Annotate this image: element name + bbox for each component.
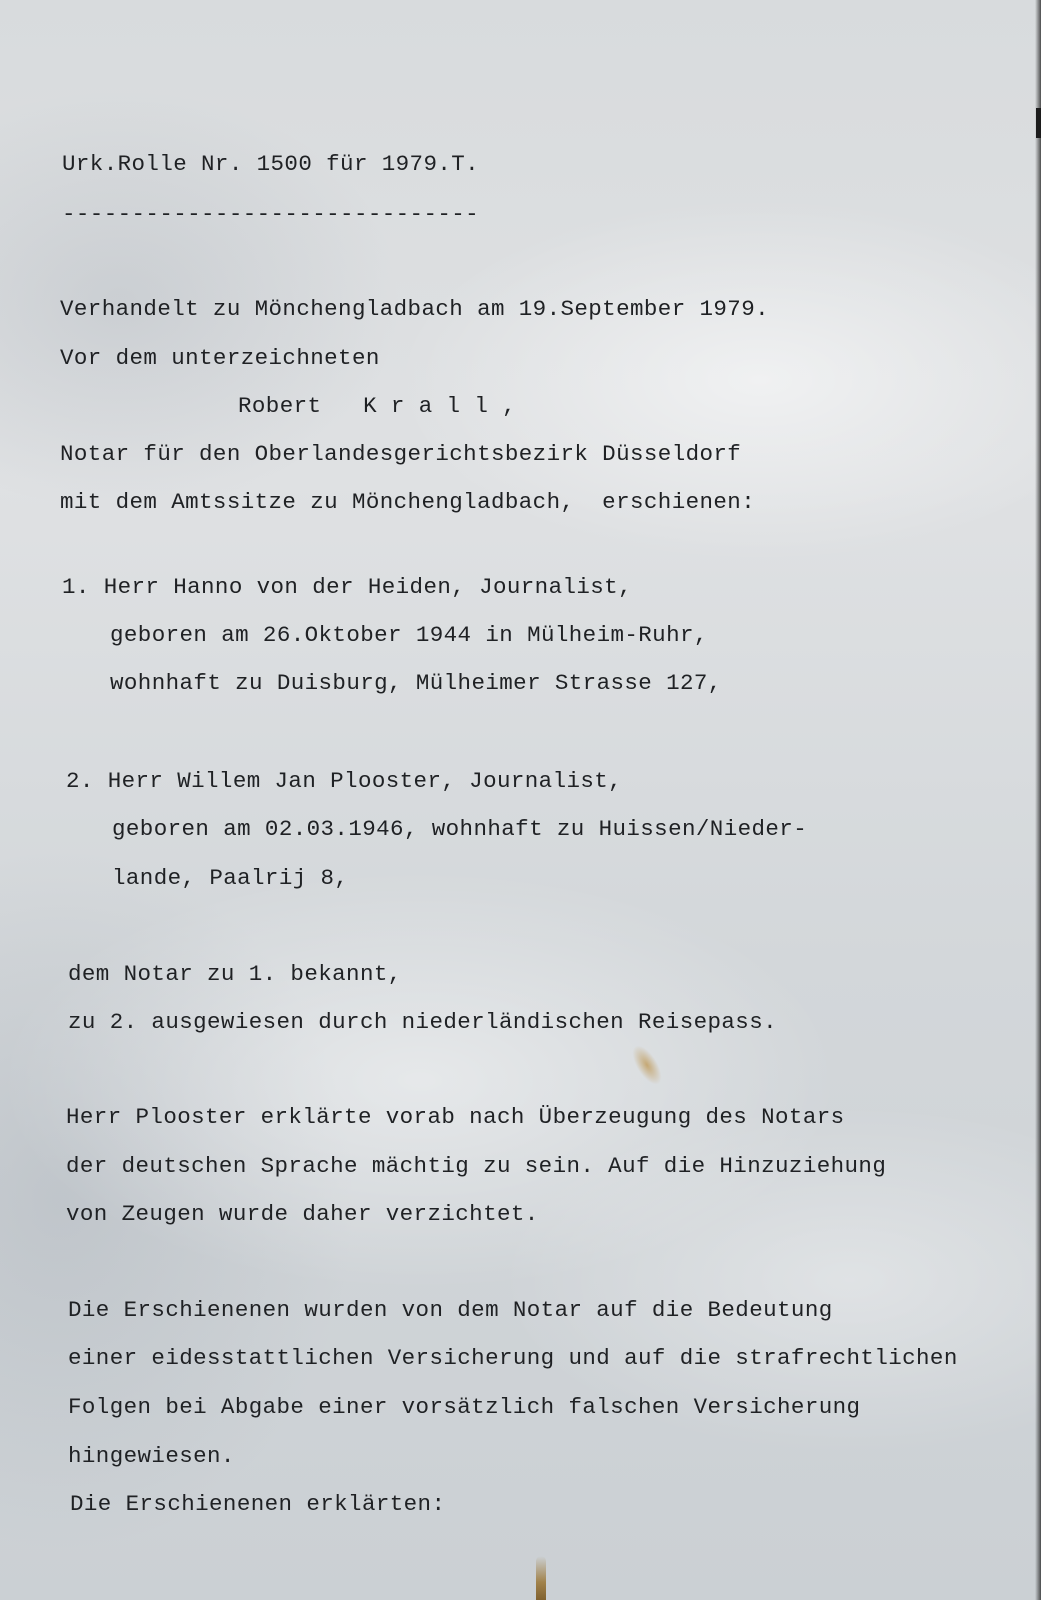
page-edge-mark: [1036, 108, 1041, 138]
caution-line3: Folgen bei Abgabe einer vorsätzlich falschen Versicherung: [68, 1394, 861, 1420]
identification-party1: dem Notar zu 1. bekannt,: [68, 961, 402, 987]
identification-party2: zu 2. ausgewiesen durch niederländischen Reisepass.: [68, 1009, 778, 1035]
notary-district: Notar für den Oberlandesgerichtsbezirk Düsseldorf: [60, 441, 742, 467]
intro-before: Vor dem unterzeichneten: [60, 345, 380, 371]
intro-location-date: Verhandelt zu Mönchengladbach am 19.September 1979.: [60, 296, 770, 322]
roll-number: Urk.Rolle Nr. 1500 für 1979.T.: [62, 151, 480, 177]
party2-name: 2. Herr Willem Jan Plooster, Journalist,: [66, 768, 623, 794]
caution-line1: Die Erschienenen wurden von dem Notar auf die Bedeutung: [68, 1297, 833, 1323]
party1-address: wohnhaft zu Duisburg, Mülheimer Strasse 127,: [110, 670, 722, 696]
paper-tab-mark: [536, 1556, 546, 1600]
notary-seat: mit dem Amtssitze zu Mönchengladbach, erschienen:: [60, 489, 756, 515]
page-edge-shadow: [1035, 0, 1041, 1600]
header-underline: ------------------------------: [62, 201, 480, 227]
notary-name: Robert K r a l l ,: [238, 393, 517, 419]
caution-line4: hingewiesen.: [68, 1443, 235, 1469]
party1-name: 1. Herr Hanno von der Heiden, Journalist,: [62, 574, 632, 600]
caution-line2: einer eidesstattlichen Versicherung und auf die strafrechtlichen: [68, 1345, 958, 1371]
party1-birth: geboren am 26.Oktober 1944 in Mülheim-Ruhr,: [110, 622, 708, 648]
language-line3: von Zeugen wurde daher verzichtet.: [66, 1201, 539, 1227]
party2-address-cont: lande, Paalrij 8,: [112, 865, 349, 891]
declaration-intro: Die Erschienenen erklärten:: [70, 1491, 446, 1517]
paper-stain: [621, 1036, 673, 1094]
party2-birth-address: geboren am 02.03.1946, wohnhaft zu Huissen/Nieder-: [112, 816, 808, 842]
language-line2: der deutschen Sprache mächtig zu sein. Auf die Hinzuziehung: [66, 1153, 887, 1179]
language-line1: Herr Plooster erklärte vorab nach Überzeugung des Notars: [66, 1104, 845, 1130]
